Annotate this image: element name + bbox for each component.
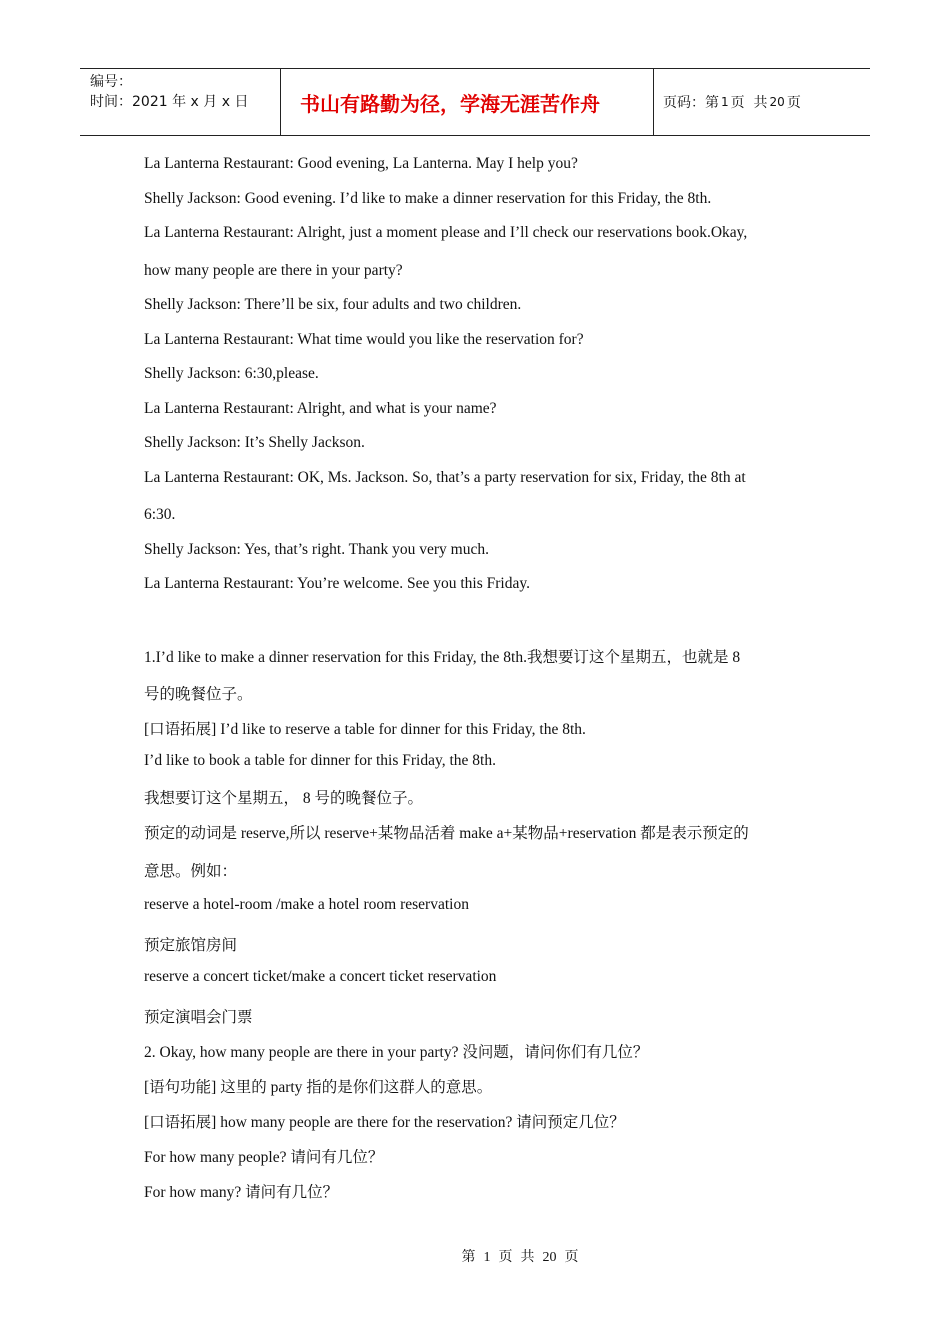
footer-current-page: 1 [483, 1250, 491, 1265]
text-line: La Lanterna Restaurant: What time would you like the reservation for? [144, 331, 584, 348]
page-mid: 页 共 [730, 95, 768, 111]
text-line: reserve a hotel-room /make a hotel room reservation [144, 896, 469, 913]
text-line: Shelly Jackson: Good evening. I’d like to make a dinner reservation for this Friday, the 8th. [144, 190, 712, 207]
text-line: reserve a concert ticket/make a concert ticket reservation [144, 968, 497, 985]
text-line: 6:30. [144, 506, 176, 523]
page-prefix: 第 [705, 95, 719, 111]
page-suffix: 页 [786, 95, 801, 111]
text-line: 1.I’d like to make a dinner reservation for this Friday, the 8th.我想要订这个星期五，也就是 8 [144, 649, 741, 666]
text-line: La Lanterna Restaurant: OK, Ms. Jackson. So, that’s a party reservation for six, Friday, the 8th at [144, 469, 746, 486]
text-line: [语句功能] 这里的 party 指的是你们这群人的意思。 [144, 1079, 493, 1096]
footer-mid2: 共 [520, 1250, 535, 1265]
text-line: Shelly Jackson: 6:30,please. [144, 365, 319, 382]
footer-mid1: 页 [498, 1250, 513, 1265]
text-line: Shelly Jackson: It’s Shelly Jackson. [144, 434, 365, 451]
footer-suffix: 页 [564, 1250, 579, 1265]
header-motto: 书山有路勤为径，学海无涯苦作舟 [281, 69, 654, 135]
page-footer [0, 1246, 950, 1266]
text-line: [口语拓展] how many people are there for the reservation? 请问预定几位？ [144, 1114, 625, 1131]
text-line: La Lanterna Restaurant: You’re welcome. See you this Friday. [144, 575, 530, 592]
page-label: 页码： [663, 95, 705, 111]
text-line: 预定的动词是 reserve,所以 reserve+某物品活着 make a+某物品+reservation 都是表示预定的 [144, 825, 749, 842]
text-line: [口语拓展] I’d like to reserve a table for dinner for this Friday, the 8th. [144, 721, 586, 738]
text-line: 我想要订这个星期五， 8 号的晚餐位子。 [144, 790, 424, 807]
page-total: 20 [769, 95, 785, 109]
text-line: Shelly Jackson: There’ll be six, four adults and two children. [144, 296, 522, 313]
footer-prefix: 第 [461, 1250, 476, 1265]
header-meta [80, 69, 281, 135]
footer-total-pages: 20 [542, 1250, 557, 1265]
text-line: 预定演唱会门票 [144, 1009, 253, 1026]
text-line: La Lanterna Restaurant: Alright, just a moment please and I’ll check our reservations book.Okay, [144, 224, 748, 241]
time-value: 2021 年 x 月 x 日 [132, 94, 249, 110]
number-label: 编号： [90, 74, 132, 90]
header-page-info [654, 69, 870, 135]
time-label: 时间： [90, 94, 132, 110]
text-line: I’d like to book a table for dinner for this Friday, the 8th. [144, 752, 496, 769]
page-current: 1 [721, 95, 729, 109]
time-line [90, 92, 280, 112]
text-line: Shelly Jackson: Yes, that’s right. Thank you very much. [144, 541, 489, 558]
text-line: La Lanterna Restaurant: Alright, and what is your name? [144, 400, 497, 417]
text-line: For how many? 请问有几位？ [144, 1184, 339, 1201]
page-header [80, 68, 870, 136]
text-line: For how many people? 请问有几位？ [144, 1149, 384, 1166]
text-line: 预定旅馆房间 [144, 937, 238, 954]
text-line: 意思。例如： [144, 863, 238, 880]
text-line: La Lanterna Restaurant: Good evening, La Lanterna. May I help you? [144, 155, 578, 172]
text-line: 2. Okay, how many people are there in your party? 没问题，请问你们有几位？ [144, 1044, 649, 1061]
text-line: how many people are there in your party? [144, 262, 403, 279]
text-line: 号的晚餐位子。 [144, 686, 253, 703]
